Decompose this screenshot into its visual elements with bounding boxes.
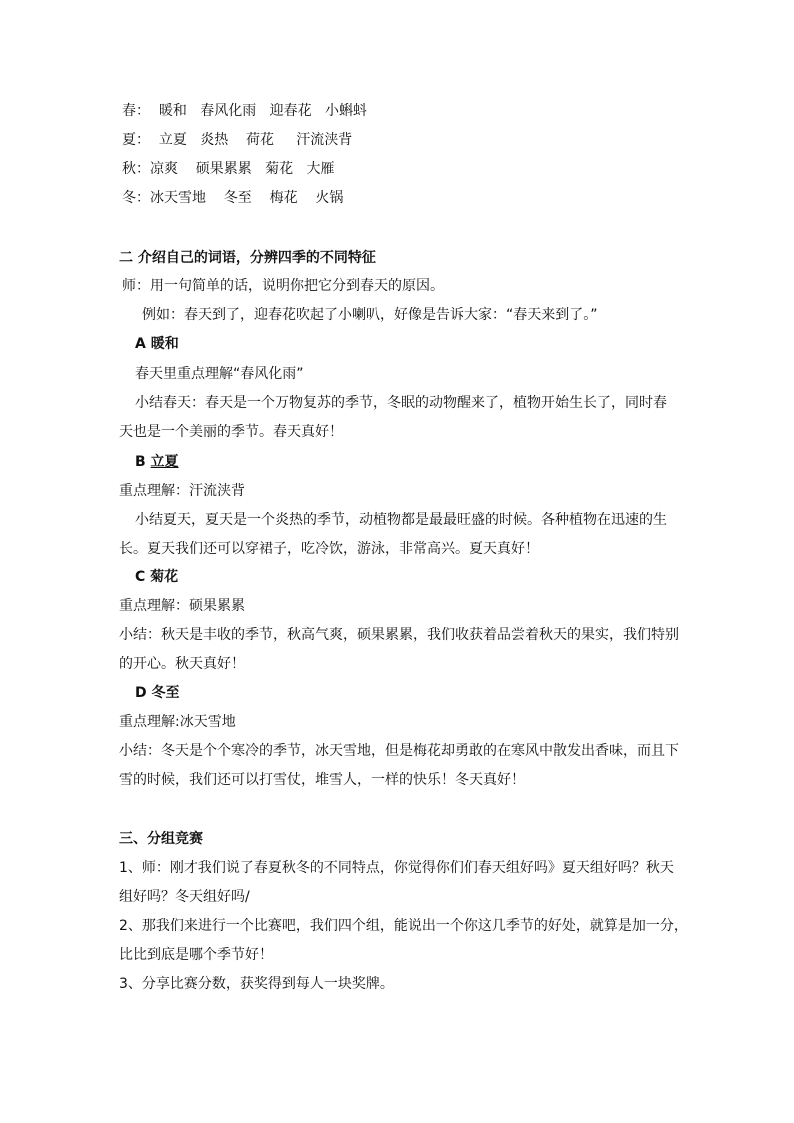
item-c-heading: C 菊花 — [135, 569, 179, 585]
season-summer-line: 夏： 立夏 炎热 荷花 汗流浃背 — [122, 132, 353, 148]
season-spring-line: 春： 暖和 春风化雨 迎春花 小蝌蚪 — [122, 103, 367, 119]
item-c-focus: 重点理解：硕果累累 — [119, 598, 245, 614]
item-b-summary-line-1: 小结夏天，夏天是一个炎热的季节，动植物都是最最旺盛的时候。各种植物在迅速的生 — [135, 512, 667, 528]
item-a-letter: A — [135, 336, 151, 352]
item-b-summary-line-2: 长。夏天我们还可以穿裙子，吃冷饮，游泳，非常高兴。夏天真好！ — [119, 541, 539, 557]
item-d-summary-line-2: 雪的时候，我们还可以打雪仗，堆雪人，一样的快乐！冬天真好！ — [119, 772, 525, 788]
competition-item-2-line-2: 比比到底是哪个季节好！ — [119, 947, 273, 963]
competition-item-3: 3、分享比赛分数，获奖得到每人一块奖牌。 — [119, 976, 394, 992]
item-b-word: 立夏 — [150, 454, 179, 470]
season-autumn-line: 秋：凉爽 硕果累累 菊花 大雁 — [122, 161, 335, 177]
item-b-letter: B — [135, 454, 151, 470]
item-b-heading — [135, 452, 179, 472]
competition-item-2-line-1: 2、那我们来进行一个比赛吧，我们四个组，能说出一个你这几季节的好处，就算是加一分， — [119, 918, 688, 934]
item-c-summary-line-1: 小结：秋天是丰收的季节，秋高气爽，硕果累累，我们收获着品尝着秋天的果实，我们特别 — [119, 627, 679, 643]
competition-item-1-line-1: 1、师：刚才我们说了春夏秋冬的不同特点，你觉得你们们春天组好吗》夏天组好吗？秋天 — [119, 860, 674, 876]
item-a-focus: 春天里重点理解“春风化雨” — [135, 366, 304, 382]
item-a-summary-line-2: 天也是一个美丽的季节。春天真好！ — [119, 424, 343, 440]
example-sentence: 例如：春天到了，迎春花吹起了小喇叭，好像是告诉大家：“春天来到了。” — [142, 307, 598, 323]
item-a-heading — [135, 334, 179, 354]
season-winter-line: 冬：冰天雪地 冬至 梅花 火锅 — [122, 190, 344, 206]
item-d-focus: 重点理解:冰天雪地 — [119, 714, 236, 730]
item-a-summary-line-1: 小结春天：春天是一个万物复苏的季节，冬眠的动物醒来了，植物开始生长了，同时春 — [135, 395, 667, 411]
item-d-summary-line-1: 小结：冬天是个个寒冷的季节，冰天雪地，但是梅花却勇敢的在寒风中散发出香味，而且下 — [119, 743, 679, 759]
item-b-focus: 重点理解：汗流浃背 — [119, 483, 245, 499]
item-a-word: 暖和 — [150, 336, 179, 352]
teacher-instruction: 师：用一句简单的话，说明你把它分到春天的原因。 — [122, 278, 444, 294]
item-c-summary-line-2: 的开心。秋天真好！ — [119, 656, 245, 672]
competition-item-1-line-2: 组好吗？冬天组好吗/ — [119, 889, 250, 905]
item-d-heading: D 冬至 — [135, 685, 180, 701]
section-2-heading: 二 介绍自己的词语，分辨四季的不同特征 — [119, 250, 376, 266]
section-3-heading: 三、分组竞赛 — [119, 831, 203, 847]
